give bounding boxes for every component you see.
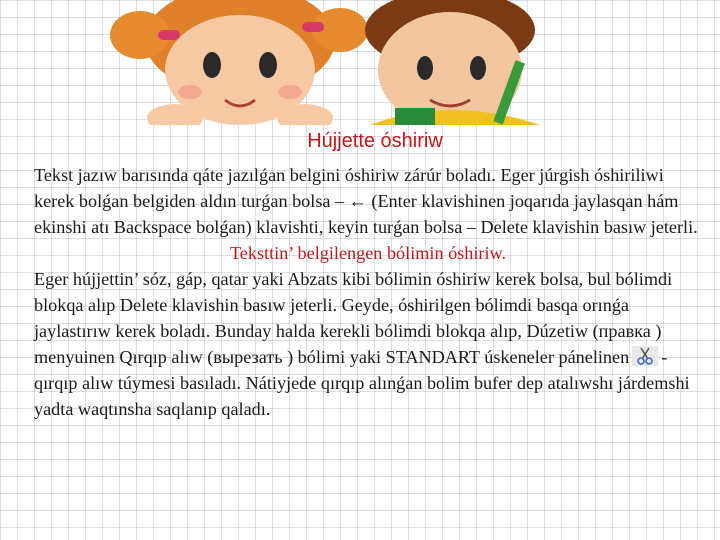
paragraph-2-part-b: - qırqıp alıw túymesi basıladı. Nátiyjede qırqıp alınǵan bolim bufer dep atalıwshı járdemshi yadta waqtınsha saqlanıp qaladı. (34, 347, 690, 419)
document-body (34, 162, 702, 422)
paragraph-1: Tekst jazıw barısında qáte jazılǵan belgini óshiriw zárúr boladı. Eger júrgish óshiriliwi kerek bolǵan belgiden aldın turǵan bolsa – ← (Enter klavishinen joqarıda jaylasqan hám ekinshi atı Backspace bolǵan) klavishti, keyin turǵan bolsa – Delete klavishin basıw jeterli. (34, 165, 698, 237)
paragraph-2 (34, 266, 702, 422)
scissors-icon (632, 346, 658, 366)
paragraph-2-part-a: Eger hújjettin’ sóz, gáp, qatar yaki Abzats kibi bólimin óshiriw kerek bolsa, bul bólimdi blokqa alıp Delete klavishin basıw jeterli. Geyde, óshirilgen bólimdi basqa orınǵa jaylastırıw kerek boladı. Bunday halda kerekli bólimdi blokqa alıp, Dúzetiw (правка ) menyuinen Qırqıp alıw (вырезать ) bólimi yaki STANDART úskeneler pánelinen (34, 269, 673, 367)
children-illustration (0, 0, 720, 125)
page-title: Hújjette óshiriw (307, 130, 443, 152)
section-subtitle: Teksttin’ belgilengen bólimin óshiriw. (229, 243, 507, 263)
